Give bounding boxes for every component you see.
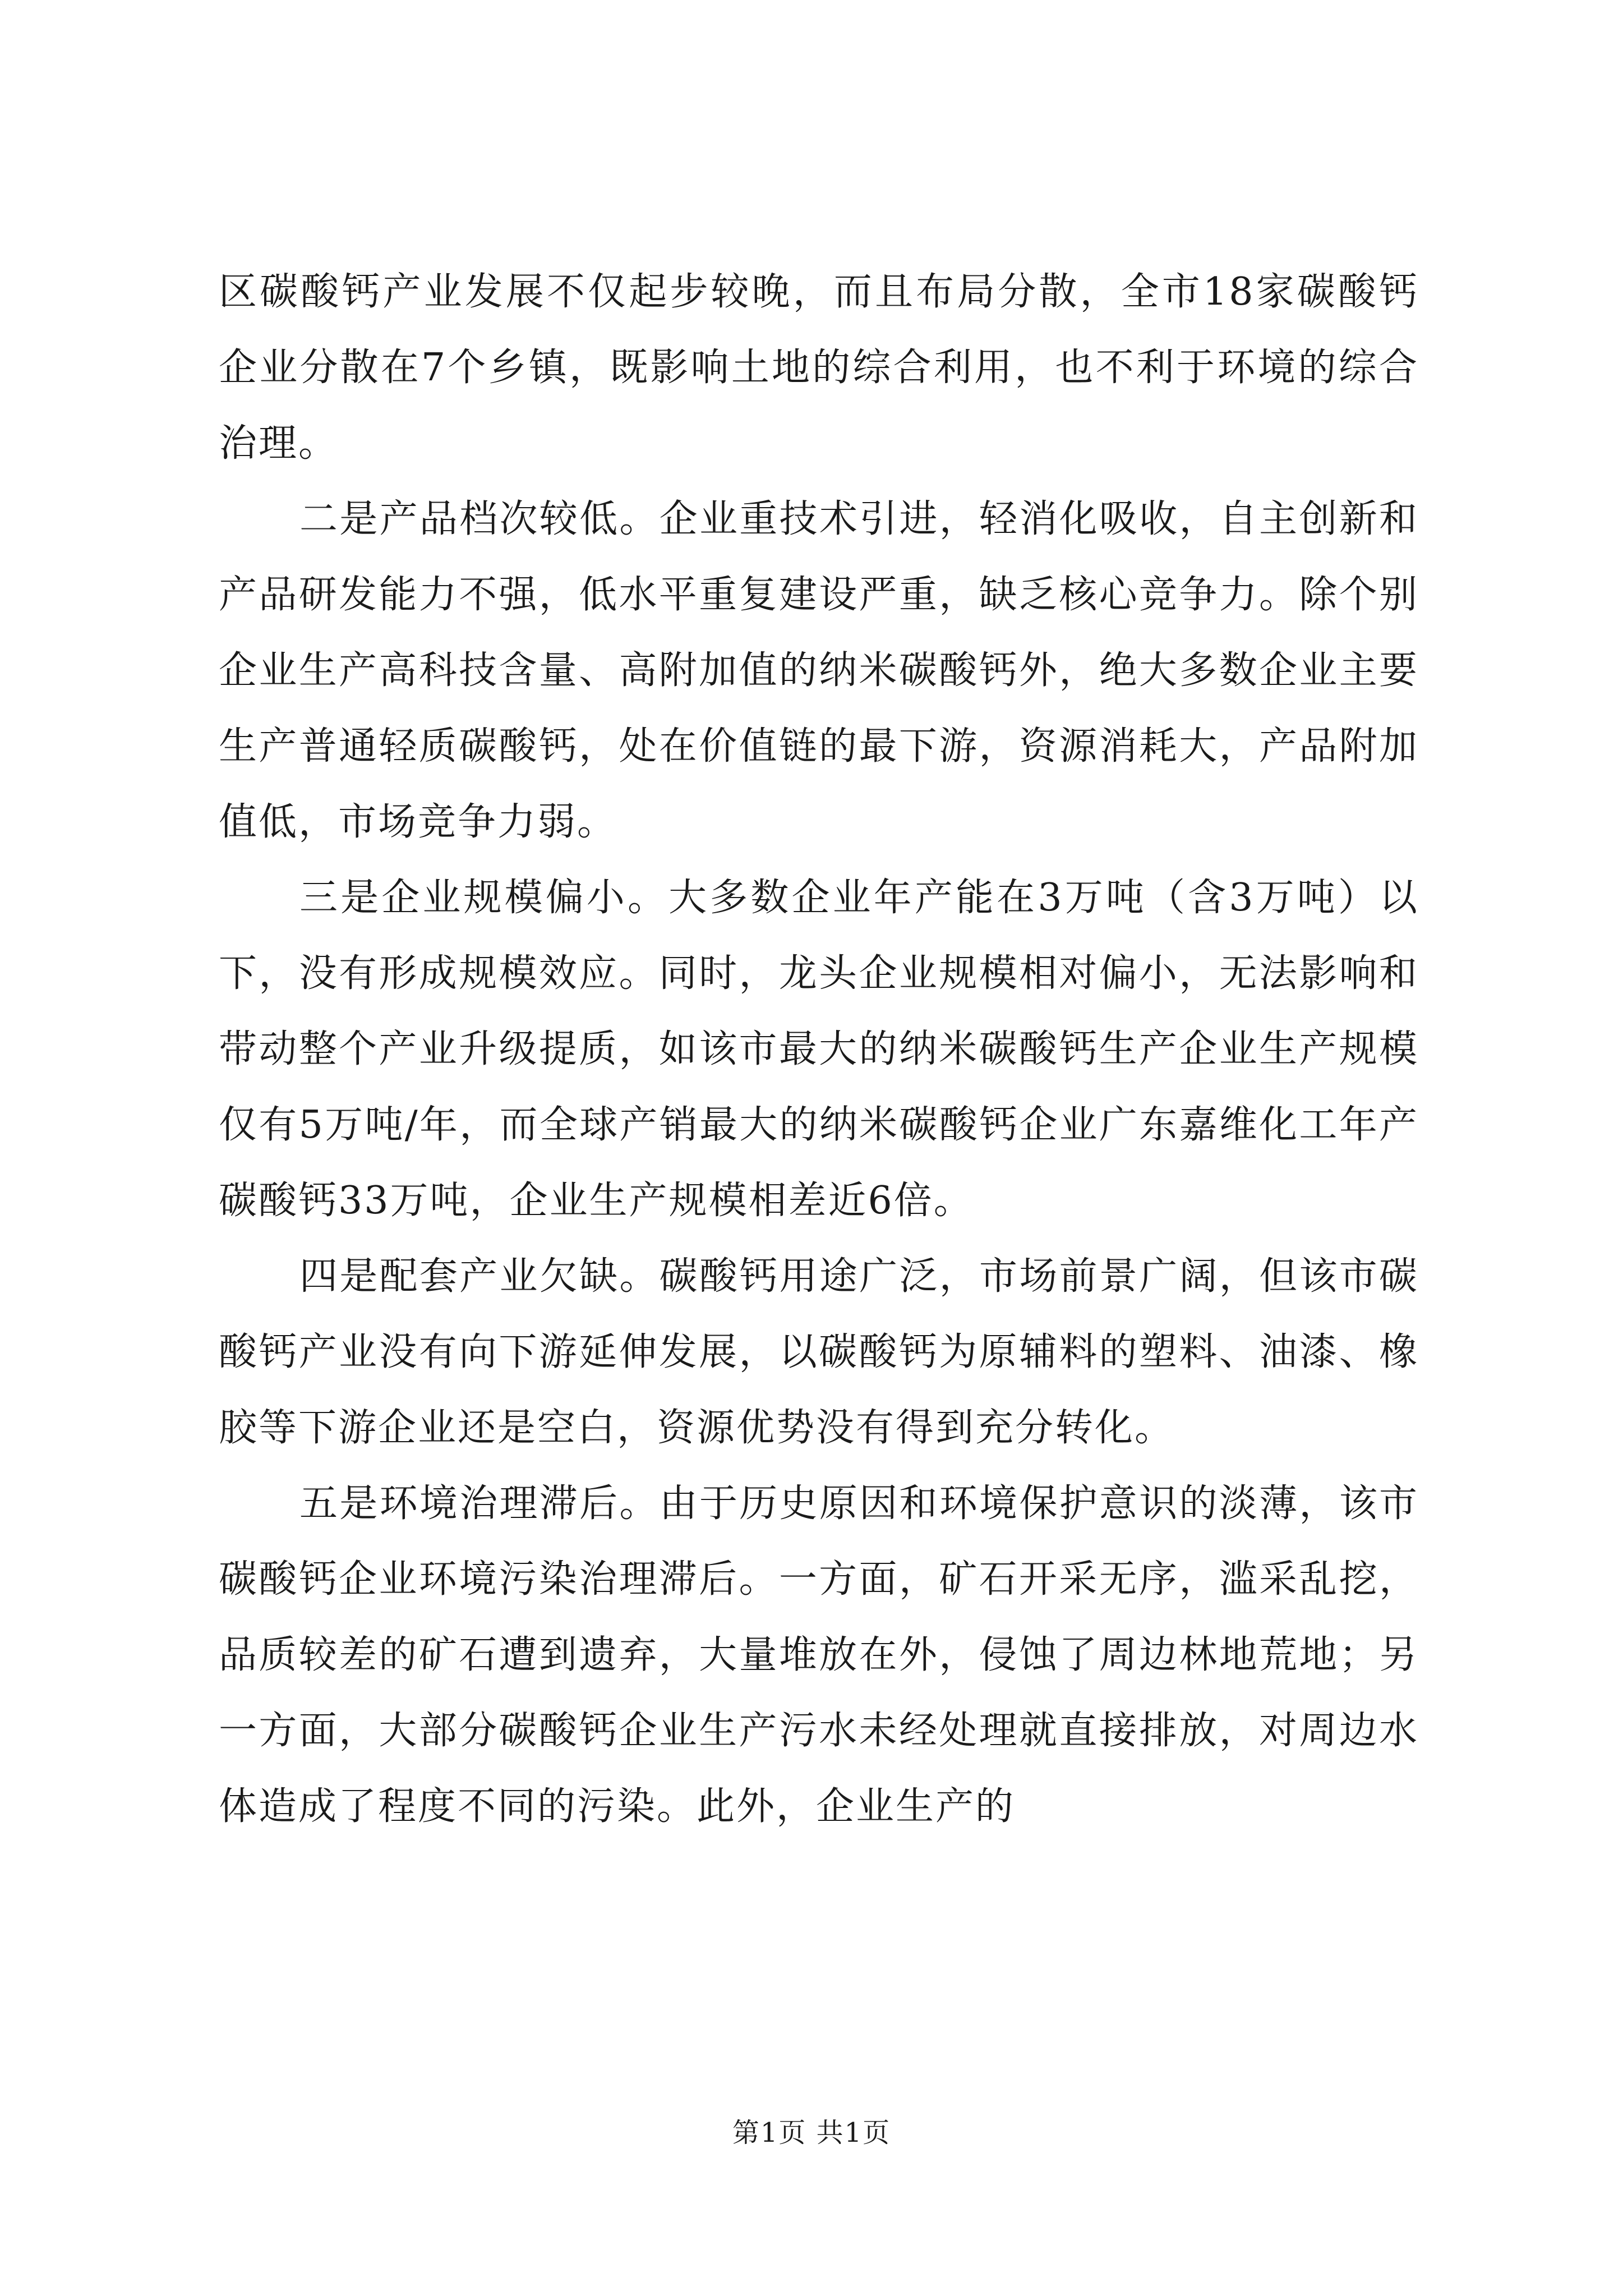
page-footer: 第1页 共1页 [732,2117,891,2148]
document-body [219,254,1419,1844]
paragraph-5: 五是环境治理滞后。由于历史原因和环境保护意识的淡薄，该市碳酸钙企业环境污染治理滞后。一方面，矿石开采无序，滥采乱挖，品质较差的矿石遭到遗弃，大量堆放在外，侵蚀了周边林地荒地；另一方面，大部分碳酸钙企业生产污水未经处理就直接排放，对周边水体造成了程度不同的污染。此外，企业生产的 [219,1481,1419,1829]
paragraph-4: 四是配套产业欠缺。碳酸钙用途广泛，市场前景广阔，但该市碳酸钙产业没有向下游延伸发展，以碳酸钙为原辅料的塑料、油漆、橡胶等下游企业还是空白，资源优势没有得到充分转化。 [219,1254,1419,1450]
paragraph-3: 三是企业规模偏小。大多数企业年产能在3万吨（含3万吨）以下，没有形成规模效应。同时，龙头企业规模相对偏小，无法影响和带动整个产业升级提质，如该市最大的纳米碳酸钙生产企业生产规模仅有5万吨/年，而全球产销最大的纳米碳酸钙企业广东嘉维化工年产碳酸钙33万吨，企业生产规模相差近6倍。 [219,876,1419,1223]
paragraph-1: 区碳酸钙产业发展不仅起步较晚，而且布局分散，全市18家碳酸钙企业分散在7个乡镇，既影响土地的综合利用，也不利于环境的综合治理。 [219,270,1419,466]
paragraph-2: 二是产品档次较低。企业重技术引进，轻消化吸收，自主创新和产品研发能力不强，低水平重复建设严重，缺乏核心竞争力。除个别企业生产高科技含量、高附加值的纳米碳酸钙外，绝大多数企业主要生产普通轻质碳酸钙，处在价值链的最下游，资源消耗大，产品附加值低，市场竞争力弱。 [219,497,1419,844]
